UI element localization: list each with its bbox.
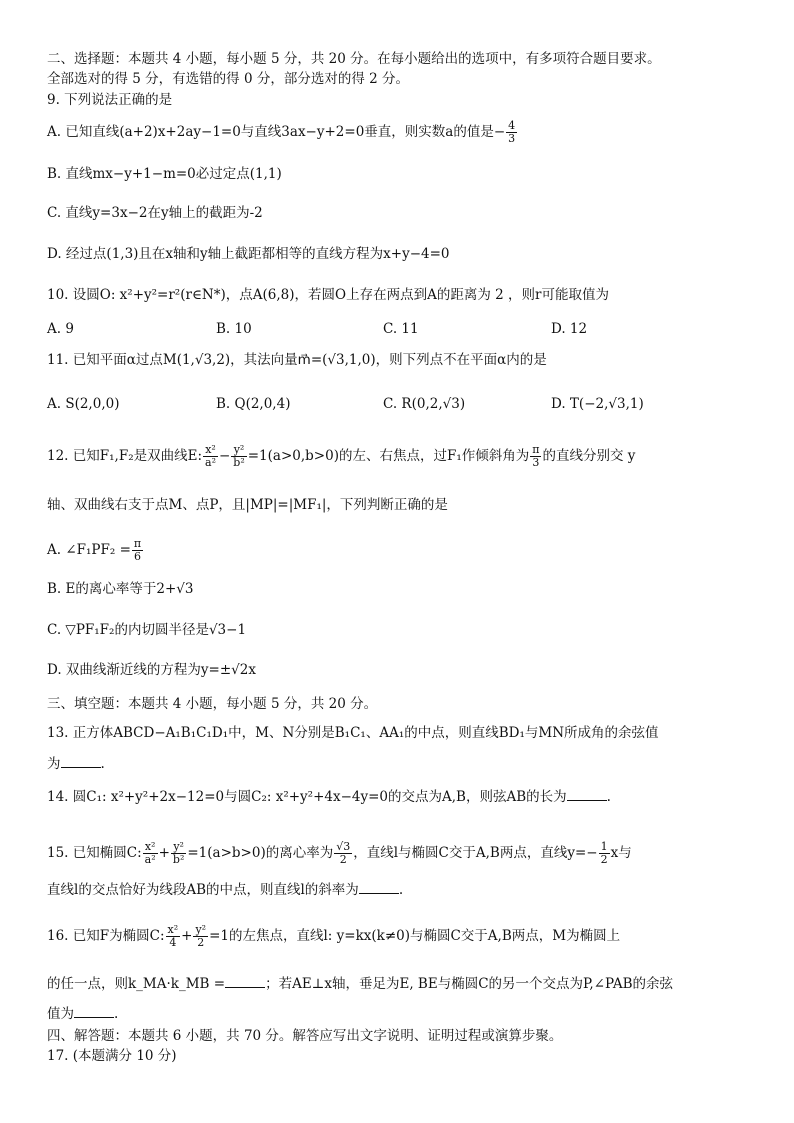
q16-fraction2-numerator: y² — [195, 923, 207, 936]
q15-fraction-x2-a2 — [143, 841, 158, 866]
q15-fraction2-numerator: y² — [171, 841, 186, 854]
q12-option-c: C. ▽PF₁F₂的内切圆半径是√3−1 — [47, 622, 247, 638]
q16-line3 — [47, 1005, 118, 1023]
q16-line3-end: . — [114, 1006, 119, 1022]
q12-fraction2-numerator: y² — [231, 444, 246, 457]
section4-title: 四、解答题：本题共 6 小题，共 70 分。解答应写出文字说明、证明过程或演算步聚。 — [47, 1028, 563, 1044]
q13-line2 — [47, 755, 105, 773]
q10-option-c: C. 11 — [383, 321, 419, 337]
q13-answer-blank[interactable] — [61, 755, 101, 768]
q11-stem: 11. 已知平面α过点M(1,√3,2)，其法向量m⃗=(√3,1,0)，则下列点不在平面α内的是 — [47, 352, 547, 368]
q14-answer-blank[interactable] — [567, 788, 607, 801]
q9-option-b: B. 直线mx−y+1−m=0必过定点(1,1) — [47, 166, 282, 182]
q10-option-d: D. 12 — [551, 321, 588, 337]
q9-option-a-fraction — [506, 120, 517, 145]
q16-answer-blank-1[interactable] — [225, 975, 265, 988]
q12-option-a-denominator: 6 — [134, 550, 141, 563]
q9-option-a — [47, 120, 518, 145]
q16-fraction1-denominator: 4 — [169, 936, 177, 949]
q15-plus: + — [158, 845, 170, 861]
q12-fraction1-numerator: x² — [203, 444, 218, 457]
section2-title-line2: 全部选对的得 5 分，有选错的得 0 分，部分选对的得 2 分。 — [47, 71, 410, 87]
q12-option-a-text: A. ∠F₁PF₂ = — [47, 542, 131, 558]
q12-stem-line1 — [47, 444, 635, 469]
q12-option-d: D. 双曲线渐近线的方程为y=±√2x — [47, 662, 256, 678]
q14-text: 14. 圆C₁: x²+y²+2x−12=0与圆C₂: x²+y²+4x−4y=0的交点为A,B，则弦AB的长为 — [47, 789, 567, 805]
q16-line2 — [47, 975, 673, 993]
q16-fraction-y2-2 — [193, 924, 208, 949]
q12-fraction1-denominator: a² — [205, 456, 216, 469]
q12-option-a-numerator: π — [133, 537, 142, 550]
q16-mid: =1的左焦点，直线l: y=kx(k≠0)与椭圆C交于A,B两点，M为椭圆上 — [209, 928, 621, 944]
q17-stem: 17. (本题满分 10 分) — [47, 1048, 177, 1064]
q15-fraction1-numerator: x² — [143, 841, 158, 854]
q14-line — [47, 788, 611, 806]
q16-fraction-x2-4 — [166, 924, 181, 949]
q13-line1: 13. 正方体ABCD−A₁B₁C₁D₁中，M、N分别是B₁C₁、AA₁的中点，则直线BD₁与MN所成角的余弦值 — [47, 725, 659, 741]
q9-option-a-text: A. 已知直线(a+2)x+2ay−1=0与直线3ax−y+2=0垂直，则实数a的值是 — [47, 124, 494, 140]
q11-option-a: A. S(2,0,0) — [47, 396, 120, 412]
q16-answer-blank-2[interactable] — [74, 1005, 114, 1018]
q16-fraction1-numerator: x² — [167, 923, 179, 936]
section2-title-line1: 二、选择题：本题共 4 小题，每小题 5 分，共 20 分。在每小题给出的选项中，有多项符合题目要求。 — [47, 51, 661, 67]
q15-answer-blank[interactable] — [359, 881, 399, 894]
q12-fraction-y2-b2 — [231, 444, 246, 469]
q15-mid2: ，直线l与椭圆C交于A,B两点，直线y=− — [353, 845, 598, 861]
q10-option-b: B. 10 — [216, 321, 252, 337]
q9-option-d: D. 经过点(1,3)且在x轴和y轴上截距都相等的直线方程为x+y−4=0 — [47, 246, 450, 262]
q16-line1 — [47, 924, 620, 949]
q15-mid: =1(a>b>0)的离心率为 — [187, 845, 334, 861]
q9-option-a-sign: − — [493, 124, 506, 140]
q15-fraction4-denominator: 2 — [600, 853, 608, 866]
q15-fraction1-denominator: a² — [144, 853, 156, 866]
q15-fraction2-denominator: b² — [172, 853, 185, 866]
q15-fraction3-numerator: √3 — [336, 840, 351, 853]
q16-line2-part1: 的任一点，则k_MA·k_MB = — [47, 976, 226, 992]
q11-option-d: D. T(−2,√3,1) — [551, 396, 644, 412]
q12-fraction-pi-3 — [530, 444, 541, 469]
q15-fraction-sqrt3-2 — [334, 841, 352, 866]
q10-stem: 10. 设圆O: x²+y²=r²(r∈N*)，点A(6,8)，若圆O上存在两点到A的距离为 2 ，则r可能取值为 — [47, 287, 609, 303]
q12-option-a-fraction — [132, 538, 143, 563]
q16-plus: + — [181, 928, 193, 944]
q16-fraction2-denominator: 2 — [197, 936, 205, 949]
q16-line2-part2: ；若AE⊥x轴，垂足为E, BE与椭圆C的另一个交点为P,∠PAB的余弦 — [265, 976, 673, 992]
q12-stem-line2: 轴、双曲线右支于点M、点P，且|MP|=|MF₁|，下列判断正确的是 — [47, 497, 448, 513]
q15-end: x与 — [610, 845, 632, 861]
q12-fraction3-denominator: 3 — [532, 456, 540, 469]
q11-option-b: B. Q(2,0,4) — [216, 396, 291, 412]
q9-option-a-numerator: 4 — [508, 119, 516, 132]
q16-line3-text: 值为 — [47, 1006, 74, 1022]
q12-stem-part3: 的直线分别交 y — [542, 448, 636, 464]
section3-title: 三、填空题：本题共 4 小题，每小题 5 分，共 20 分。 — [47, 696, 378, 712]
q12-fraction2-denominator: b² — [233, 456, 245, 469]
q15-fraction3-denominator: 2 — [339, 853, 347, 866]
q15-fraction-y2-b2 — [171, 841, 186, 866]
q15-line2-end: . — [398, 882, 404, 898]
q12-option-b: B. E的离心率等于2+√3 — [47, 581, 194, 597]
q15-line2 — [47, 881, 403, 899]
q12-stem-part2: =1(a>0,b>0)的左、右焦点，过F₁作倾斜角为 — [247, 448, 530, 464]
q15-fraction-1-2 — [599, 841, 610, 866]
q9-option-a-denominator: 3 — [508, 132, 516, 145]
q15-line1 — [47, 841, 632, 866]
q12-option-a — [47, 538, 144, 563]
q9-stem: 9. 下列说法正确的是 — [47, 92, 173, 108]
q13-line2-text: 为 — [47, 756, 61, 772]
q13-line2-end: . — [100, 756, 105, 772]
q16-pre: 16. 已知F为椭圆C: — [47, 928, 165, 944]
q14-end: . — [606, 789, 611, 805]
q11-option-c: C. R(0,2,√3) — [383, 396, 466, 412]
q12-fraction3-numerator: π — [532, 443, 540, 456]
q12-minus: − — [218, 448, 231, 464]
q15-pre: 15. 已知椭圆C: — [47, 845, 142, 861]
q9-option-c: C. 直线y=3x−2在y轴上的截距为-2 — [47, 205, 263, 221]
q12-fraction-x2-a2 — [203, 444, 218, 469]
q15-fraction4-numerator: 1 — [600, 840, 608, 853]
q15-line2-text: 直线l的交点恰好为线段AB的中点，则直线l的斜率为 — [47, 882, 359, 898]
q10-option-a: A. 9 — [47, 321, 74, 337]
q12-stem-part1: 12. 已知F₁,F₂是双曲线E: — [47, 448, 203, 464]
